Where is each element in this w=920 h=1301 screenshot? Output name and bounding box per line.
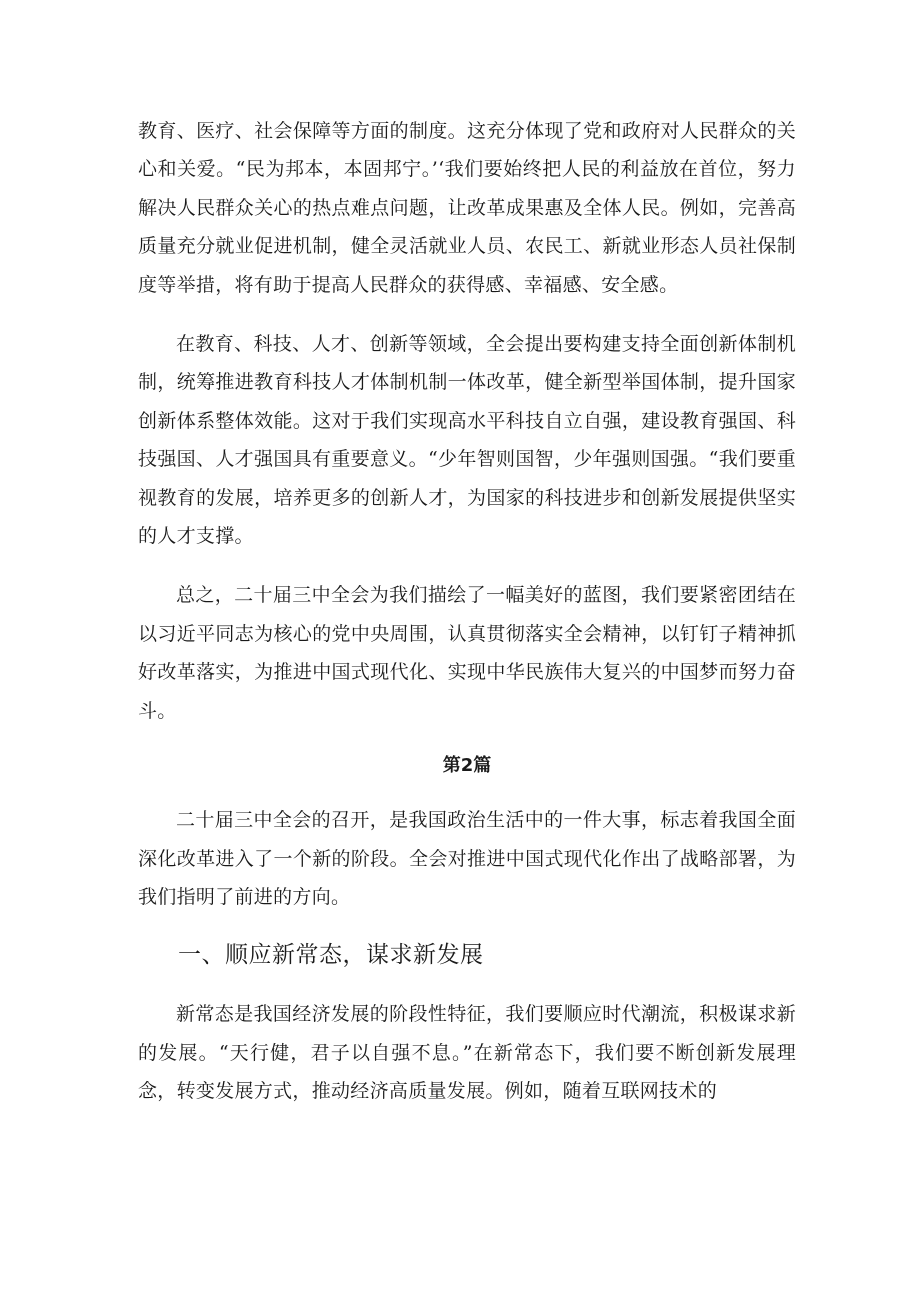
paragraph-new-normal: 新常态是我国经济发展的阶段性特征，我们要顺应时代潮流，积极谋求新的发展。“天行健，君子以自强不息。”在新常态下，我们要不断创新发展理念，转变发展方式，推动经济高质量发展。例如，随着互联网技术的 (138, 1003, 796, 1103)
section-title: 第2篇 (442, 755, 492, 777)
paragraph-conclusion: 总之，二十届三中全会为我们描绘了一幅美好的蓝图，我们要紧密团结在以习近平同志为核心的党中央周围，认真贯彻落实全会精神，以钉钉子精神抓好改革落实，为推进中国式现代化、实现中华民族伟大复兴的中国梦而努力奋斗。 (138, 584, 796, 722)
section-heading: 一、顺应新常态，谋求新发展 (178, 942, 484, 969)
paragraph-intro: 二十届三中全会的召开，是我国政治生活中的一件大事，标志着我国全面深化改革进入了一个新的阶段。全会对推进中国式现代化作出了战略部署，为我们指明了前进的方向。 (138, 809, 796, 908)
document-body (138, 112, 796, 1132)
paragraph-education-technology: 在教育、科技、人才、创新等领域，全会提出要构建支持全面创新体制机制，统筹推进教育科技人才体制机制一体改革，健全新型举国体制，提升国家创新体系整体效能。这对于我们实现高水平科技自立自强，建设教育强国、科技强国、人才强国具有重要意义。“少年智则国智，少年强则国强。“我们要重视教育的发展，培养更多的创新人才，为国家的科技进步和创新发展提供坚实的人才支撑。 (138, 333, 796, 548)
paragraph-social-security: 教育、医疗、社会保障等方面的制度。这充分体现了党和政府对人民群众的关心和关爱。“民为邦本，本固邦宁。’‘我们要始终把人民的利益放在首位，努力解决人民群众关心的热点难点问题，让改革成果惠及全体人民。例如，完善高质量充分就业促进机制，健全灵活就业人员、农民工、新就业形态人员社保制度等举措，将有助于提高人民群众的获得感、幸福感、安全感。 (138, 120, 796, 296)
